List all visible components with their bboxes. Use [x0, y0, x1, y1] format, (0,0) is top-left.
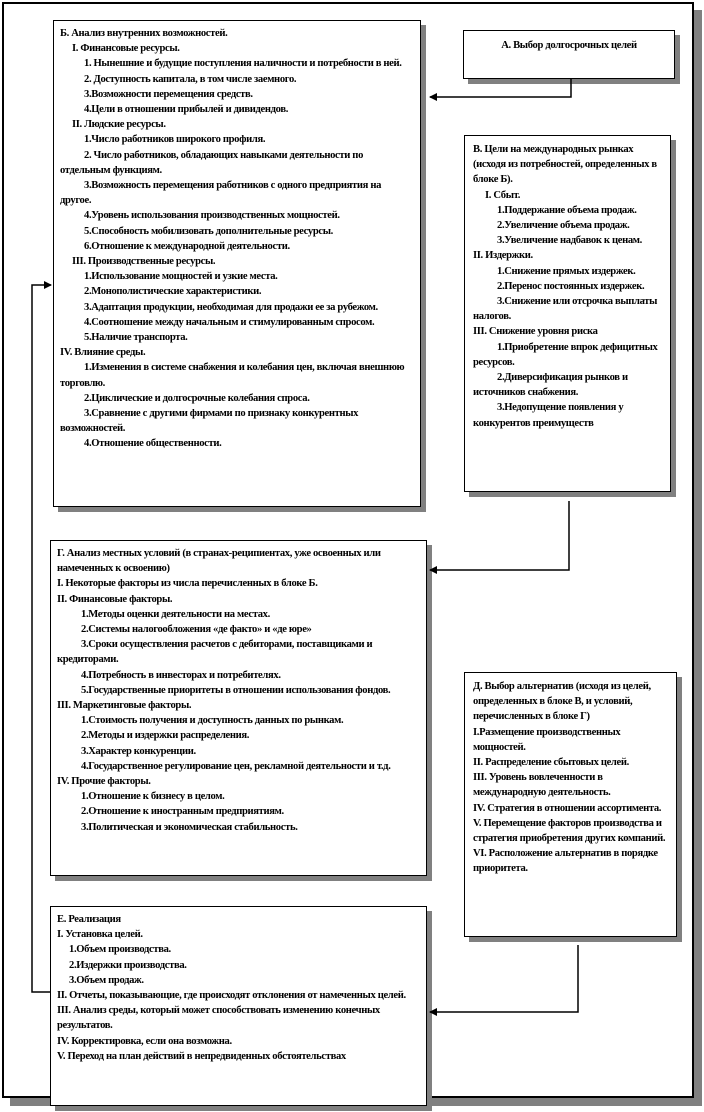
- list-item: II. Отчеты, показывающие, где происходят отклонения от намеченных целей.: [57, 990, 406, 1002]
- list-item: 3.Объем продаж.: [69, 974, 144, 986]
- list-item: 2.Отношение к иностранным предприятиям.: [81, 806, 284, 818]
- list-item: 3.Недопущение появления у конкурентов преимуществ: [473, 402, 624, 429]
- list-item: II. Распределение сбытовых целей.: [473, 757, 629, 769]
- block-a-label: А. Выбор долгосрочных целей: [501, 40, 637, 51]
- block-v-list: [473, 188, 662, 431]
- list-item: 3.Адаптация продукции, необходимая для продажи ее за рубежом.: [84, 301, 378, 313]
- block-g-local-conditions: [50, 540, 427, 876]
- list-item: I. Установка целей.: [57, 929, 143, 941]
- block-d-title: Д. Выбор альтернатив (исходя из целей, определенных в блоке В, и условий, перечисленных в блоке Г): [473, 681, 651, 723]
- list-item: 2.Системы налогообложения «де факто» и «де юре»: [81, 624, 312, 636]
- block-g-title: Г. Анализ местных условий (в странах-реципиентах, уже освоенных или намеченных к освоению): [57, 548, 381, 575]
- list-item: 3.Увеличение надбавок к ценам.: [497, 235, 642, 247]
- list-item: 1.Отношение к бизнесу в целом.: [81, 791, 225, 803]
- list-item: 3.Снижение или отсрочка выплаты налогов.: [473, 296, 658, 323]
- block-d-list: [473, 725, 668, 877]
- list-item: 3.Политическая и экономическая стабильность.: [81, 821, 298, 833]
- list-item: 5.Наличие транспорта.: [84, 332, 188, 344]
- list-item: 2.Перенос постоянных издержек.: [497, 280, 645, 292]
- list-item: 1.Изменения в системе снабжения и колебания цен, включая внешнюю торговлю.: [60, 362, 405, 389]
- list-item: 1.Методы оценки деятельности на местах.: [81, 608, 270, 620]
- list-item: I. Финансовые ресурсы.: [72, 43, 180, 55]
- list-item: 1.Стоимость получения и доступность данных по рынкам.: [81, 715, 344, 727]
- list-item: 5.Государственные приоритеты в отношении использования фондов.: [81, 684, 391, 696]
- block-b-title: Б. Анализ внутренних возможностей.: [60, 28, 228, 39]
- list-item: 3.Возможность перемещения работников с одного предприятия на другое.: [60, 180, 382, 207]
- list-item: IV. Стратегия в отношении ассортимента.: [473, 802, 662, 814]
- block-e-implementation: [50, 906, 427, 1106]
- list-item: III. Анализ среды, который может способствовать изменению конечных результатов.: [57, 1005, 380, 1032]
- list-item: IV. Корректировка, если она возможна.: [57, 1035, 232, 1047]
- list-item: 2.Издержки производства.: [69, 959, 187, 971]
- list-item: 4.Уровень использования производственных мощностей.: [84, 210, 340, 222]
- list-item: II. Людские ресурсы.: [72, 119, 166, 131]
- list-item: 3.Сроки осуществления расчетов с дебиторами, поставщиками и кредиторами.: [57, 639, 373, 666]
- list-item: VI. Расположение альтернатив в порядке приоритета.: [473, 848, 658, 875]
- block-v-title: В. Цели на международных рынках (исходя из потребностей, определенных в блоке Б).: [473, 144, 657, 186]
- block-d-choice-of-alternatives: [464, 672, 677, 937]
- list-item: 3.Возможности перемещения средств.: [84, 88, 253, 100]
- list-item: V. Переход на план действий в непредвиденных обстоятельствах: [57, 1050, 346, 1062]
- list-item: 1.Использование мощностей и узкие места.: [84, 271, 278, 283]
- list-item: 5.Способность мобилизовать дополнительные ресурсы.: [84, 225, 333, 237]
- list-item: I. Некоторые факторы из числа перечисленных в блоке Б.: [57, 578, 318, 590]
- list-item: 2.Методы и издержки распределения.: [81, 730, 250, 742]
- block-b-internal-capabilities: [53, 20, 421, 507]
- block-e-title: Е. Реализация: [57, 914, 121, 925]
- block-b-list: [60, 41, 408, 451]
- list-item: II. Финансовые факторы.: [57, 593, 173, 605]
- list-item: 3.Сравнение с другими фирмами по признаку конкурентных возможностей.: [60, 408, 359, 435]
- block-a-long-term-goals: [463, 30, 675, 79]
- list-item: 1. Нынешние и будущие поступления наличности и потребности в ней.: [84, 58, 402, 70]
- block-e-list: [57, 927, 414, 1064]
- list-item: III. Производственные ресурсы.: [72, 256, 216, 268]
- block-g-list: [57, 576, 414, 834]
- list-item: 1.Объем производства.: [69, 944, 171, 956]
- list-item: 1.Число работников широкого профиля.: [84, 134, 266, 146]
- list-item: I. Сбыт.: [485, 189, 521, 201]
- list-item: II. Издержки.: [473, 250, 533, 262]
- list-item: III. Снижение уровня риска: [473, 326, 598, 338]
- list-item: 1.Приобретение впрок дефицитных ресурсов.: [473, 341, 658, 368]
- list-item: 4.Цели в отношении прибылей и дивидендов.: [84, 104, 289, 116]
- list-item: V. Перемещение факторов производства и стратегия приобретения других компаний.: [473, 817, 666, 845]
- list-item: III. Маркетинговые факторы.: [57, 700, 192, 712]
- list-item: 2. Число работников, обладающих навыками деятельности по отдельным функциям.: [60, 149, 364, 176]
- list-item: 1.Снижение прямых издержек.: [497, 265, 636, 277]
- list-item: 2.Диверсификация рынков и источников снабжения.: [473, 372, 628, 399]
- list-item: III. Уровень вовлеченности в международную деятельность.: [473, 772, 611, 799]
- list-item: 3.Характер конкуренции.: [81, 745, 196, 757]
- list-item: 4.Потребность в инвесторах и потребителях.: [81, 669, 281, 681]
- list-item: I.Размещение производственных мощностей.: [473, 726, 621, 753]
- block-v-international-goals: [464, 135, 671, 492]
- list-item: 4.Соотношение между начальным и стимулированным спросом.: [84, 316, 375, 328]
- list-item: 6.Отношение к международной деятельности.: [84, 240, 290, 252]
- list-item: 4.Отношение общественности.: [84, 438, 222, 450]
- list-item: IV. Прочие факторы.: [57, 776, 151, 788]
- list-item: 4.Государственное регулирование цен, рекламной деятельности и т.д.: [81, 760, 391, 772]
- list-item: 2.Монополистические характеристики.: [84, 286, 262, 298]
- list-item: 1.Поддержание объема продаж.: [497, 204, 637, 216]
- list-item: IV. Влияние среды.: [60, 347, 146, 359]
- list-item: 2.Увеличение объема продаж.: [497, 220, 630, 232]
- list-item: 2. Доступность капитала, в том числе заемного.: [84, 73, 297, 85]
- list-item: 2.Циклические и долгосрочные колебания спроса.: [84, 392, 310, 404]
